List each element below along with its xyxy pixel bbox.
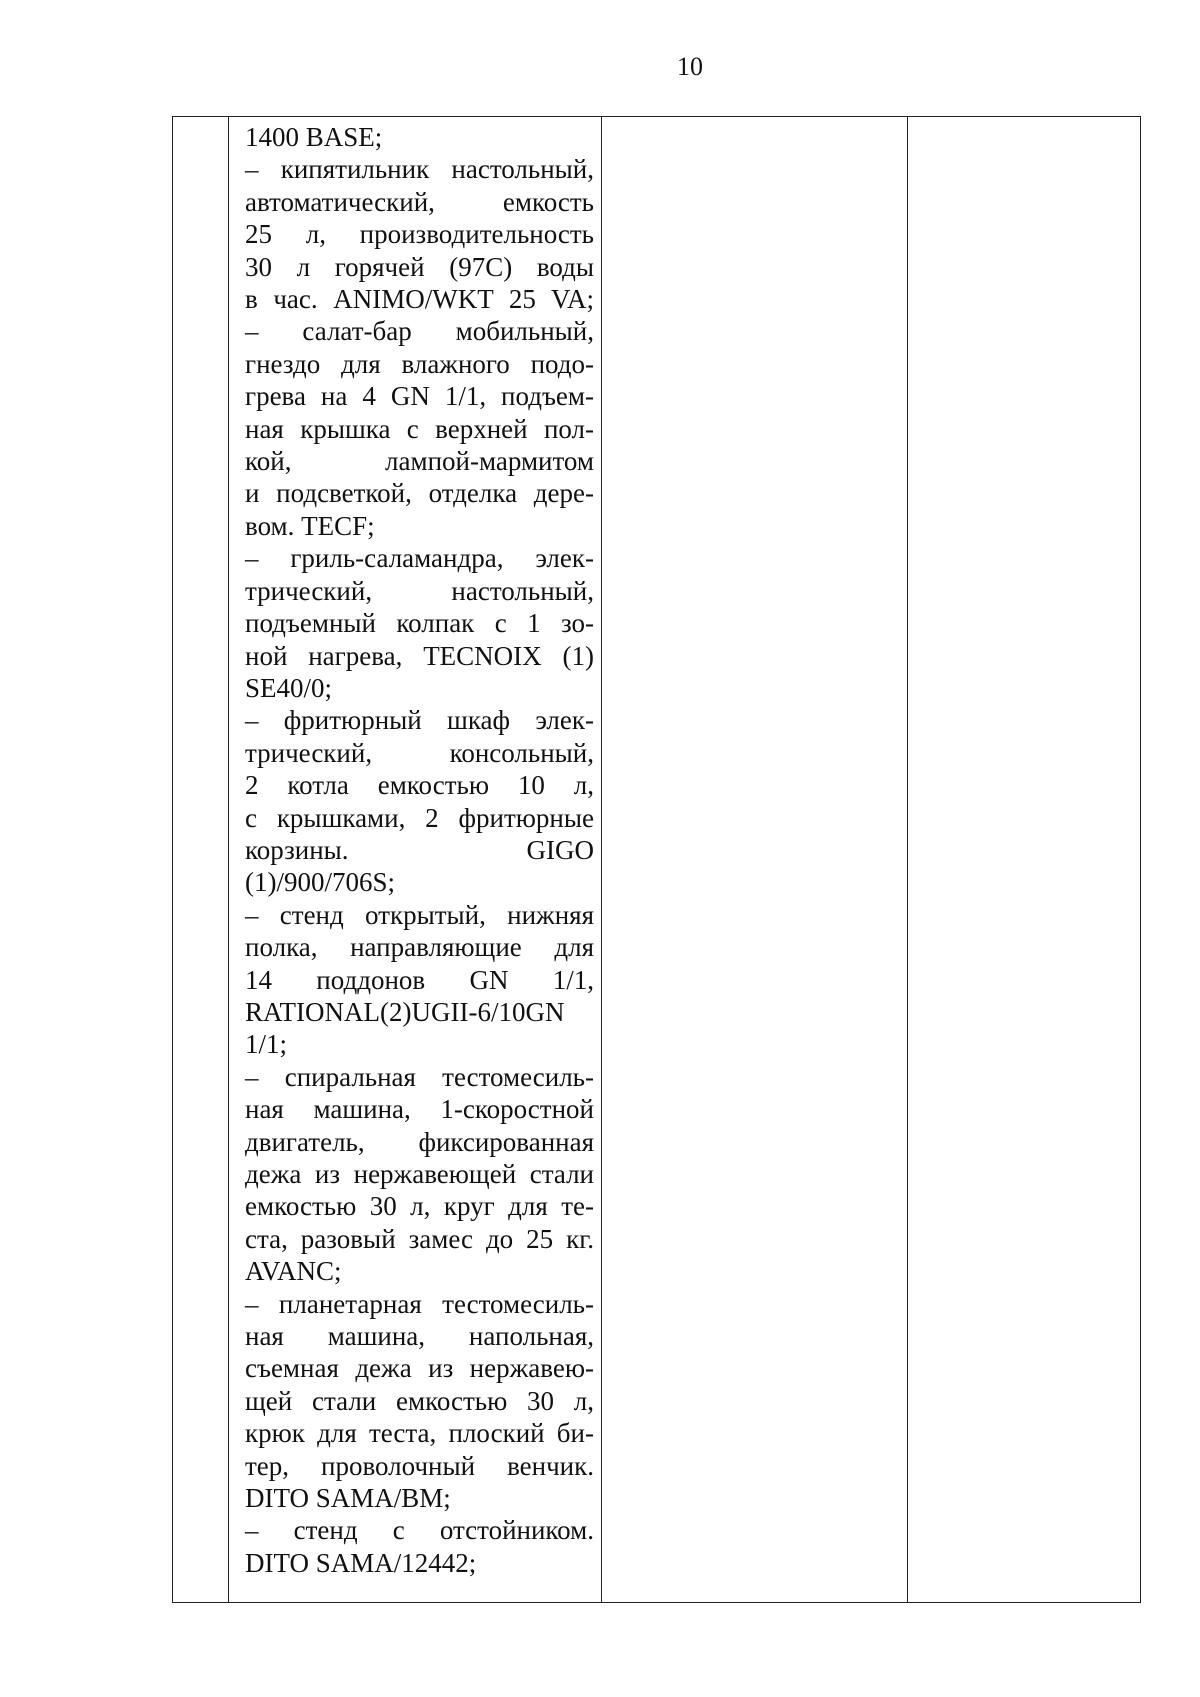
description-line: – спиральная тестомесиль- bbox=[245, 1061, 594, 1092]
description-line: DITO SAMA/BM; bbox=[245, 1483, 451, 1514]
description-line: подъемный колпак с 1 зо- bbox=[245, 608, 594, 639]
description-line: двигатель, фиксированная bbox=[245, 1126, 594, 1157]
description-line: – фритюрный шкаф элек- bbox=[245, 705, 594, 736]
description-line: – стенд с отстойником. bbox=[245, 1515, 594, 1546]
description-line: 1/1; bbox=[245, 1029, 288, 1060]
description-line: грева на 4 GN 1/1, подъем- bbox=[245, 381, 594, 412]
description-line: – гриль-саламандра, элек- bbox=[245, 543, 594, 574]
description-text bbox=[229, 117, 601, 1579]
description-line: трический, консольный, bbox=[245, 737, 594, 768]
description-line: съемная дежа из нержавею- bbox=[245, 1353, 594, 1384]
description-line: и подсветкой, отделка дере- bbox=[245, 478, 594, 509]
description-line: вом. TECF; bbox=[245, 510, 375, 541]
description-line: ной нагрева, TECNOIX (1) bbox=[245, 640, 594, 671]
description-line: корзины. GIGO bbox=[245, 834, 594, 865]
table-cell-number bbox=[173, 117, 229, 1603]
description-line: дежа из нержавеющей стали bbox=[245, 1159, 594, 1189]
equipment-table bbox=[172, 116, 1141, 1603]
description-line: – салат-бар мобильный, bbox=[245, 316, 594, 347]
table-cell-empty-1 bbox=[602, 117, 908, 1603]
description-line: с крышками, 2 фритюрные bbox=[245, 802, 594, 833]
description-line: 14 поддонов GN 1/1, bbox=[245, 964, 594, 995]
description-line: емкостью 30 л, круг для те- bbox=[245, 1191, 594, 1222]
description-line: – стенд открытый, нижняя bbox=[245, 899, 594, 930]
description-line: ная машина, 1-скоростной bbox=[245, 1094, 594, 1125]
table-cell-empty-2 bbox=[908, 117, 1141, 1603]
description-line: ста, разовый замес до 25 кг. bbox=[245, 1223, 594, 1254]
description-line: трический, настольный, bbox=[245, 575, 594, 606]
description-line: гнездо для влажного подо- bbox=[245, 348, 594, 379]
description-line: ная машина, напольная, bbox=[245, 1321, 594, 1352]
description-line: автоматический, емкость bbox=[245, 186, 594, 217]
description-line: 25 л, производительность bbox=[245, 219, 594, 250]
description-line: 30 л горячей (97С) воды bbox=[245, 251, 594, 282]
description-line: – кипятильник настольный, bbox=[245, 154, 594, 185]
table-row bbox=[173, 117, 1141, 1603]
description-line: полка, направляющие для bbox=[245, 932, 594, 963]
description-line: RATIONAL(2)UGII-6/10GN bbox=[245, 996, 565, 1027]
description-line: – планетарная тестомесиль- bbox=[245, 1288, 594, 1319]
table-cell-description bbox=[229, 117, 602, 1603]
description-line: ная крышка с верхней пол- bbox=[245, 413, 594, 444]
description-line: в час. ANIMO/WKT 25 VA; bbox=[245, 284, 594, 315]
description-line: 2 котла емкостью 10 л, bbox=[245, 770, 594, 801]
description-line: крюк для теста, плоский би- bbox=[245, 1418, 594, 1449]
description-line: SE40/0; bbox=[245, 672, 333, 703]
description-line: щей стали емкостью 30 л, bbox=[245, 1385, 594, 1416]
description-line: кой, лампой-мармитом bbox=[245, 446, 594, 477]
description-line: (1)/900/706S; bbox=[245, 867, 396, 898]
description-line: 1400 BASE; bbox=[245, 122, 383, 152]
page-number: 10 bbox=[677, 52, 703, 81]
description-line: тер, проволочный венчик. bbox=[245, 1450, 594, 1481]
description-line: AVANC; bbox=[245, 1256, 342, 1287]
description-line: DITO SAMA/12442; bbox=[245, 1547, 477, 1578]
